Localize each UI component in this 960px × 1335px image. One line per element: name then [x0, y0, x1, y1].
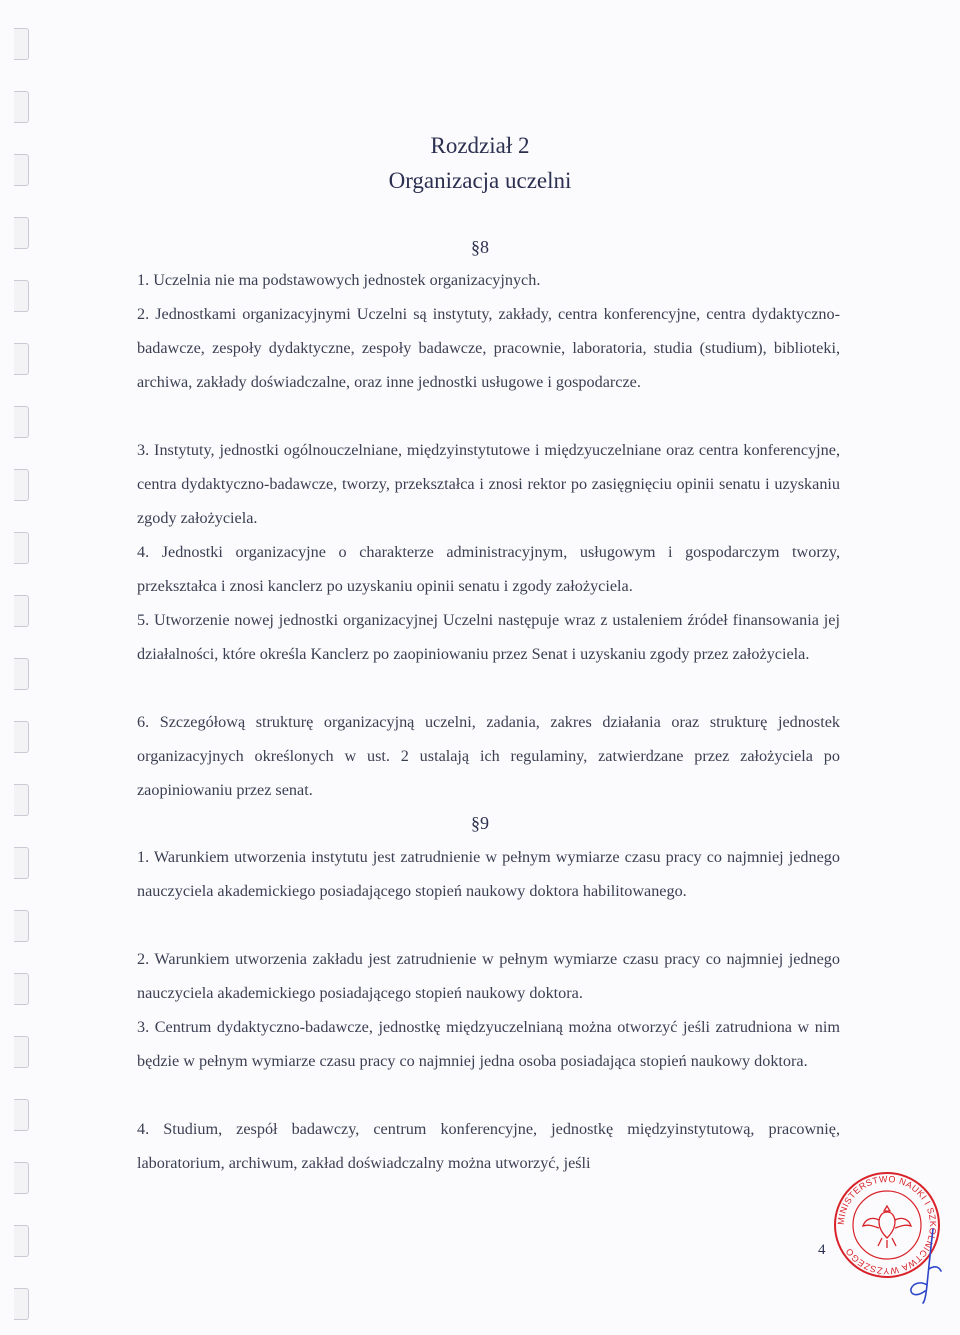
- section-9-paragraph-2: 2. Warunkiem utworzenia zakładu jest zatrudnienie w pełnym wymiarze czasu pracy co najmniej jednego nauczyciela akademickiego posiadającego stopień naukowy doktora.: [137, 950, 840, 1002]
- chapter-number: Rozdział 2: [430, 133, 530, 158]
- section-9-paragraph-3: 3. Centrum dydaktyczno-badawcze, jednostkę międzyuczelnianą można otworzyć jeśli zatrudniona w nim będzie w pełnym wymiarze czasu pracy co najmniej jedna osoba posiadająca stopień naukowy doktora.: [137, 1018, 840, 1070]
- page-number: 4: [818, 1242, 826, 1258]
- section-9-paragraph-1: 1. Warunkiem utworzenia instytutu jest zatrudnienie w pełnym wymiarze czasu pracy co najmniej jednego nauczyciela akademickiego posiadającego stopień naukowy doktora habilitowanego.: [137, 848, 840, 900]
- binding-ring: [14, 1099, 29, 1131]
- binding-ring: [14, 721, 29, 753]
- chapter-title: Organizacja uczelni: [388, 168, 572, 193]
- binding-ring: [14, 280, 29, 312]
- section-8-paragraph-6: 6. Szczegółową strukturę organizacyjną uczelni, zadania, zakres działania oraz strukturę jednostek organizacyjnych określonych w ust. 2 ustalają ich regulaminy, zatwierdzane przez założyciela po zaopiniowaniu przez senat.: [137, 713, 840, 799]
- binding-ring: [14, 595, 29, 627]
- binding-ring: [14, 847, 29, 879]
- stamp-text: MINISTERSTWO NAUKI I SZKOLNICTWA WYŻSZEGO: [835, 1173, 939, 1277]
- binding-ring: [14, 658, 29, 690]
- binding-ring: [14, 406, 29, 438]
- binding-ring: [14, 469, 29, 501]
- binding-ring: [14, 532, 29, 564]
- binding-ring: [14, 91, 29, 123]
- binding-ring: [14, 343, 29, 375]
- binding-ring: [14, 1036, 29, 1068]
- binding-ring: [14, 1288, 29, 1320]
- binding-ring: [14, 973, 29, 1005]
- binding-ring: [14, 1162, 29, 1194]
- section-9-paragraph-4: 4. Studium, zespół badawczy, centrum konferencyjne, jednostkę międzyinstytutową, pracownię, laboratorium, archiwum, zakład doświadczalny można utworzyć, jeśli: [137, 1120, 840, 1172]
- binding-rings: [14, 0, 44, 1335]
- handwritten-signature: [905, 1225, 945, 1305]
- section-8-paragraph-1: 1. Uczelnia nie ma podstawowych jednostek organizacyjnych.: [137, 271, 541, 289]
- binding-ring: [14, 784, 29, 816]
- binding-ring: [14, 910, 29, 942]
- section-9-heading: §9: [471, 813, 489, 833]
- section-8-paragraph-5: 5. Utworzenie nowej jednostki organizacyjnej Uczelni następuje wraz z ustaleniem źródeł finansowania jej działalności, które określa Kanclerz po zaopiniowaniu przez Senat i uzyskaniu zgody przez założyciela.: [137, 611, 840, 663]
- binding-ring: [14, 1225, 29, 1257]
- section-8-paragraph-4: 4. Jednostki organizacyjne o charakterze administracyjnym, usługowym i gospodarczym tworzy, przekształca i znosi kanclerz po uzyskaniu opinii senatu i zgody założyciela.: [137, 543, 840, 595]
- eagle-emblem-icon: [863, 1206, 911, 1248]
- section-8-paragraph-3: 3. Instytuty, jednostki ogólnouczelniane, międzyinstytutowe i międzyuczelniane oraz centra konferencyjne, centra dydaktyczno-badawcze, tworzy, przekształca i znosi rektor po zasięgnięciu opinii senatu i uzyskaniu zgody założyciela.: [137, 441, 840, 527]
- section-8-paragraph-2: 2. Jednostkami organizacyjnymi Uczelni są instytuty, zakłady, centra konferencyjne, centra dydaktyczno-badawcze, zespoły dydaktyczne, zespoły badawcze, pracownie, laboratoria, studia (studium), biblioteki, archiwa, zakłady doświadczalne, oraz inne jednostki usługowe i gospodarcze.: [137, 305, 840, 391]
- section-8-heading: §8: [471, 237, 489, 257]
- binding-ring: [14, 28, 29, 60]
